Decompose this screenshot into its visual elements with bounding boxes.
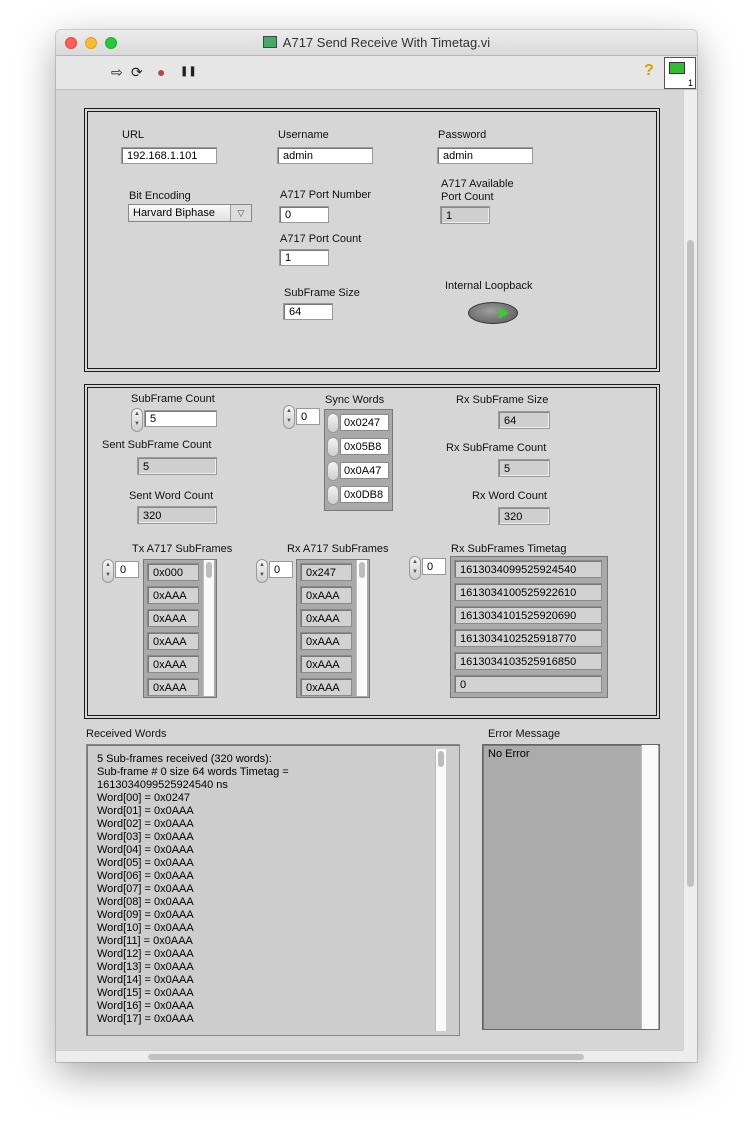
rx-index-stepper[interactable]: ▲ ▼ (256, 559, 268, 583)
received-line: Word[05] = 0x0AAA (97, 857, 194, 869)
scroll-thumb[interactable] (206, 562, 212, 578)
context-help-icon[interactable]: ? (644, 62, 654, 79)
port-number-field[interactable]: 0 (279, 206, 329, 223)
received-line: Word[03] = 0x0AAA (97, 831, 194, 843)
rx-subframe-cell: 0xAAA (300, 678, 352, 696)
received-line: Word[16] = 0x0AAA (97, 1000, 194, 1012)
sent-word-count-indicator: 320 (137, 506, 217, 524)
received-line: Word[08] = 0x0AAA (97, 896, 194, 908)
tx-subframe-cell: 0xAAA (147, 586, 199, 604)
bit-encoding-value: Harvard Biphase (133, 207, 215, 219)
rx-subframe-cell: 0xAAA (300, 586, 352, 604)
window-vertical-scrollbar[interactable] (683, 90, 697, 1050)
sync-word-stepper[interactable] (327, 461, 339, 481)
timetag-index-stepper[interactable]: ▲ ▼ (409, 556, 421, 580)
bit-encoding-select[interactable] (128, 204, 252, 222)
rx-subframe-count-indicator: 5 (498, 459, 550, 477)
rx-word-count-indicator: 320 (498, 507, 550, 525)
loopback-on-indicator (499, 307, 509, 319)
pause-icon[interactable]: ❚❚ (180, 66, 197, 77)
window-horizontal-scrollbar[interactable] (56, 1050, 683, 1062)
timetag-cell: 1613034103525916850 (454, 652, 602, 670)
front-panel (56, 90, 683, 1050)
tx-subframe-cell: 0xAAA (147, 655, 199, 673)
window-title-text: A717 Send Receive With Timetag.vi (282, 35, 491, 50)
subframe-count-label: SubFrame Count (131, 393, 215, 405)
timetag-label: Rx SubFrames Timetag (451, 543, 567, 555)
sync-word-stepper[interactable] (327, 485, 339, 505)
timetag-index[interactable]: 0 (422, 558, 446, 575)
tx-index-stepper[interactable]: ▲ ▼ (102, 559, 114, 583)
received-line: 1613034099525924540 ns (97, 779, 228, 791)
title-bar (56, 30, 697, 56)
received-words-scrollbar[interactable] (435, 749, 446, 1031)
received-line: Word[09] = 0x0AAA (97, 909, 194, 921)
error-message-label: Error Message (488, 728, 561, 740)
received-line: Word[15] = 0x0AAA (97, 987, 194, 999)
sync-words-array (324, 409, 393, 511)
received-line: Word[07] = 0x0AAA (97, 883, 194, 895)
sync-words-index[interactable]: 0 (296, 408, 320, 425)
scroll-thumb[interactable] (359, 562, 365, 578)
rx-subframe-count-label: Rx SubFrame Count (446, 442, 547, 454)
password-field[interactable]: admin (437, 147, 533, 164)
sent-subframe-count-indicator: 5 (137, 457, 217, 475)
sync-word-cell[interactable]: 0x0A47 (340, 462, 389, 479)
window-title (56, 35, 697, 50)
port-count-field[interactable]: 1 (279, 249, 329, 266)
received-line: Word[13] = 0x0AAA (97, 961, 194, 973)
subframe-count-stepper[interactable]: ▲ ▼ (131, 408, 143, 432)
timetag-cell: 1613034100525922610 (454, 583, 602, 601)
received-line: Word[02] = 0x0AAA (97, 818, 194, 830)
rx-subframe-cell: 0x247 (300, 563, 352, 581)
vi-icon-number: 1 (687, 78, 693, 88)
received-line: Sub-frame # 0 size 64 words Timetag = (97, 766, 289, 778)
tx-index[interactable]: 0 (115, 561, 139, 578)
available-ports-label-line2: Port Count (441, 191, 494, 203)
url-label: URL (122, 129, 145, 141)
rx-subframe-cell: 0xAAA (300, 609, 352, 627)
run-continuously-icon[interactable]: ⟳ (131, 64, 143, 80)
error-message-value: No Error (488, 748, 530, 760)
sync-word-cell[interactable]: 0x05B8 (340, 438, 389, 455)
received-line: Word[17] = 0x0AAA (97, 1013, 194, 1025)
tx-subframe-cell: 0x000 (147, 563, 199, 581)
rx-subframes-array (296, 559, 370, 698)
vi-connector-icon[interactable] (664, 57, 696, 89)
rx-index[interactable]: 0 (269, 561, 293, 578)
vi-file-icon (263, 36, 277, 48)
received-line: Word[14] = 0x0AAA (97, 974, 194, 986)
received-line: 5 Sub-frames received (320 words): (97, 753, 272, 765)
received-words-label: Received Words (86, 728, 167, 740)
subframe-size-field[interactable]: 64 (283, 303, 333, 320)
port-number-label: A717 Port Number (280, 189, 372, 201)
received-line: Word[12] = 0x0AAA (97, 948, 194, 960)
bit-encoding-label: Bit Encoding (129, 190, 191, 202)
error-message-textbox[interactable] (482, 744, 660, 1030)
username-field[interactable]: admin (277, 147, 373, 164)
received-line: Word[00] = 0x0247 (97, 792, 191, 804)
received-line: Word[06] = 0x0AAA (97, 870, 194, 882)
tx-subframes-scrollbar[interactable] (203, 560, 214, 696)
config-panel (84, 108, 660, 372)
resize-grip-icon[interactable] (683, 1050, 697, 1062)
toolbar (56, 56, 697, 90)
timetag-array (450, 556, 608, 698)
sync-words-index-stepper[interactable]: ▲ ▼ (283, 405, 295, 429)
subframe-size-label: SubFrame Size (284, 287, 360, 299)
port-count-label: A717 Port Count (280, 233, 362, 245)
received-line: Word[01] = 0x0AAA (97, 805, 194, 817)
scroll-thumb[interactable] (687, 240, 694, 887)
available-ports-indicator: 1 (440, 206, 490, 224)
received-words-content (97, 753, 289, 1026)
rx-subframe-size-label: Rx SubFrame Size (456, 394, 549, 406)
scroll-thumb[interactable] (148, 1054, 584, 1060)
error-message-scrollbar[interactable] (641, 745, 658, 1029)
sync-words-label: Sync Words (325, 394, 385, 406)
timetag-cell: 1613034102525918770 (454, 629, 602, 647)
rx-subframe-size-indicator: 64 (498, 411, 550, 429)
available-ports-label-line1: A717 Available (441, 178, 514, 190)
internal-loopback-toggle[interactable] (468, 302, 518, 324)
received-words-textbox[interactable] (86, 744, 460, 1036)
sync-word-cell[interactable]: 0x0247 (340, 414, 389, 431)
run-arrow-icon[interactable]: ⇨ (111, 64, 123, 80)
vi-window (56, 30, 697, 1062)
sync-word-cell[interactable]: 0x0DB8 (340, 486, 389, 503)
io-panel (84, 384, 660, 719)
url-field[interactable]: 192.168.1.101 (121, 147, 217, 164)
password-label: Password (438, 129, 487, 141)
timetag-cell: 1613034101525920690 (454, 606, 602, 624)
tx-subframes-array (143, 559, 217, 698)
internal-loopback-label: Internal Loopback (445, 280, 533, 292)
sync-word-stepper[interactable] (327, 413, 339, 433)
received-line: Word[11] = 0x0AAA (97, 935, 193, 947)
username-label: Username (278, 129, 329, 141)
tx-subframe-cell: 0xAAA (147, 609, 199, 627)
rx-subframes-label: Rx A717 SubFrames (287, 543, 389, 555)
chevron-down-icon: ▽ (230, 205, 251, 221)
tx-subframe-cell: 0xAAA (147, 678, 199, 696)
rx-subframes-scrollbar[interactable] (356, 560, 367, 696)
tx-subframe-cell: 0xAAA (147, 632, 199, 650)
rx-word-count-label: Rx Word Count (472, 490, 547, 502)
rx-subframe-cell: 0xAAA (300, 655, 352, 673)
received-line: Word[10] = 0x0AAA (97, 922, 194, 934)
timetag-cell: 1613034099525924540 (454, 560, 602, 578)
timetag-cell: 0 (454, 675, 602, 693)
scroll-thumb[interactable] (438, 751, 444, 767)
abort-execution-icon[interactable]: ● (157, 64, 166, 80)
tx-subframes-label: Tx A717 SubFrames (132, 543, 233, 555)
sent-subframe-count-label: Sent SubFrame Count (102, 439, 212, 451)
received-line: Word[04] = 0x0AAA (97, 844, 194, 856)
vi-icon-graphic (669, 62, 685, 74)
sent-word-count-label: Sent Word Count (129, 490, 214, 502)
subframe-count-field[interactable]: 5 (144, 410, 217, 427)
rx-subframe-cell: 0xAAA (300, 632, 352, 650)
sync-word-stepper[interactable] (327, 437, 339, 457)
